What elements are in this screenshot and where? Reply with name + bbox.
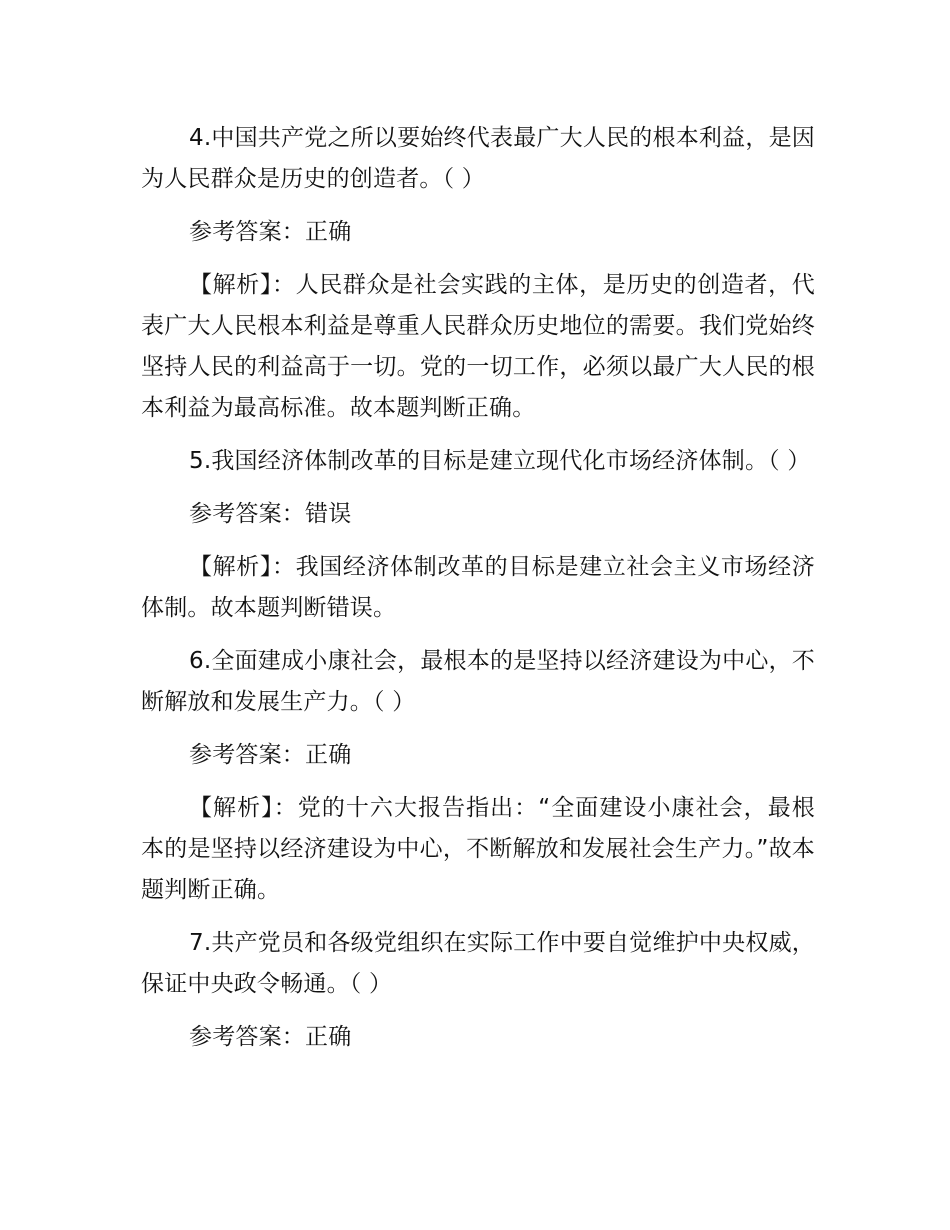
question-7: 7.共产党员和各级党组织在实际工作中要自觉维护中央权威，保证中央政令畅通。（ ）	[141, 930, 815, 997]
answer-5: 参考答案：错误	[189, 501, 352, 527]
document-page	[141, 118, 815, 1058]
explanation-6: 【解析】：党的十六大报告指出：“全面建设小康社会，最根本的是坚持以经济建设为中心，不断解放和发展社会生产力。”故本题判断正确。	[141, 795, 815, 903]
answer-6: 参考答案：正确	[189, 742, 352, 768]
explanation-5: 【解析】：我国经济体制改革的目标是建立社会主义市场经济体制。故本题判断错误。	[141, 554, 815, 621]
question-6: 6.全面建成小康社会，最根本的是坚持以经济建设为中心，不断解放和发展生产力。（ ）	[141, 648, 815, 715]
answer-4: 参考答案：正确	[189, 219, 352, 245]
answer-7: 参考答案：正确	[189, 1024, 352, 1050]
question-4: 4.中国共产党之所以要始终代表最广大人民的根本利益，是因为人民群众是历史的创造者。（ ）	[141, 125, 815, 192]
question-5: 5.我国经济体制改革的目标是建立现代化市场经济体制。（ ）	[189, 448, 811, 474]
explanation-4: 【解析】：人民群众是社会实践的主体，是历史的创造者，代表广大人民根本利益是尊重人民群众历史地位的需要。我们党始终坚持人民的利益高于一切。党的一切工作，必须以最广大人民的根本利益为最高标准。故本题判断正确。	[141, 272, 815, 421]
